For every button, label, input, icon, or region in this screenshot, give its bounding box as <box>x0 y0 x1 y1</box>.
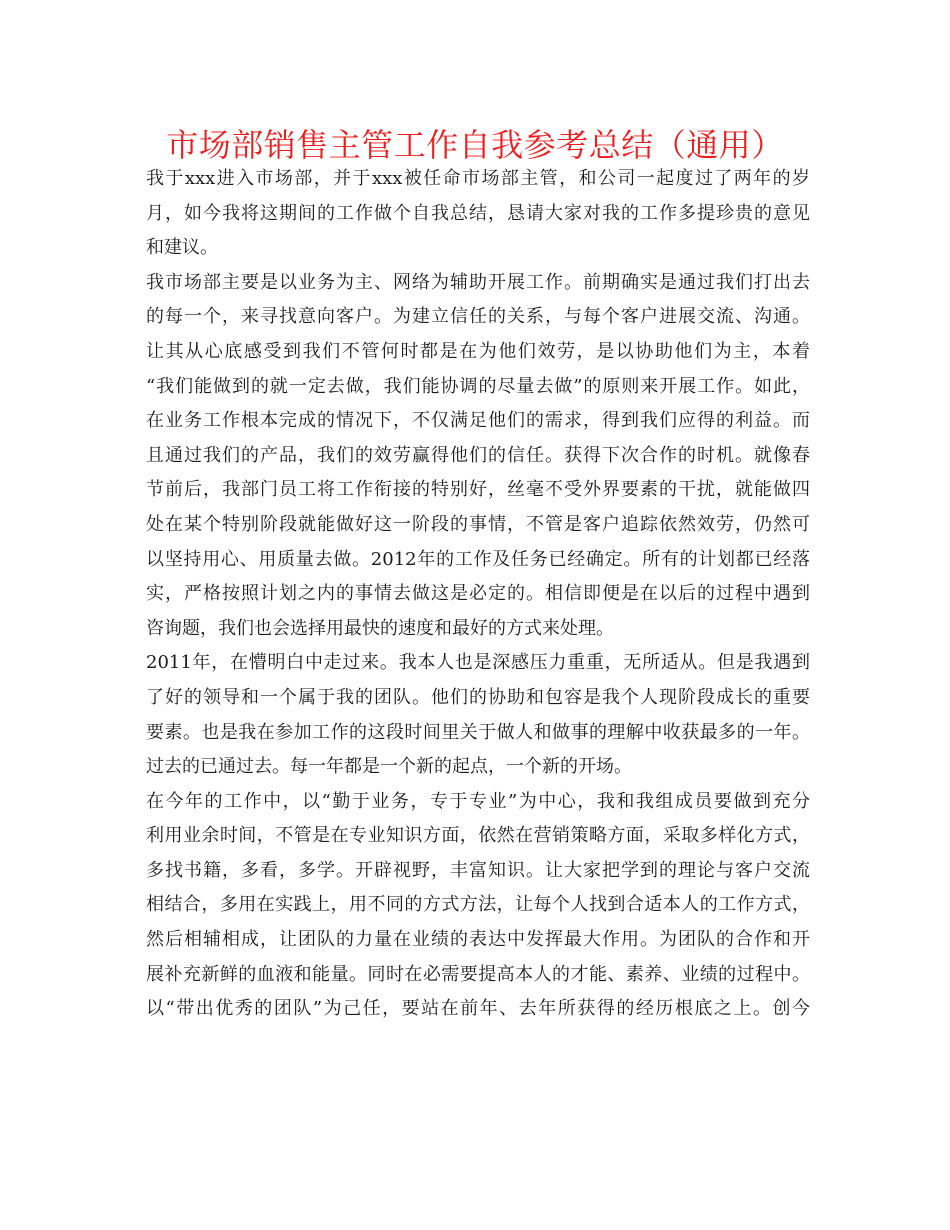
body-text-line: 然后相辅相成，让团队的力量在业绩的表达中发挥最大作用。为团队的合作和开 <box>146 929 810 951</box>
body-text-line: 要素。也是我在参加工作的这段时间里关于做人和做事的理解中收获最多的一年。 <box>146 721 810 743</box>
document-title: 市场部销售主管工作自我参考总结（通用） <box>166 126 784 164</box>
body-text-line: 展补充新鲜的血液和能量。同时在必需要提高本人的才能、素养、业绩的过程中。 <box>146 963 810 985</box>
body-text-line: 月，如今我将这期间的工作做个自我总结，恳请大家对我的工作多提珍贵的意见 <box>146 202 810 224</box>
body-text-line: 处在某个特别阶段就能做好这一阶段的事情，不管是客户追踪依然效劳，仍然可 <box>146 513 810 535</box>
body-text-line: 过去的已通过去。每一年都是一个新的起点，一个新的开场。 <box>146 756 632 778</box>
body-text-line: 以“带出优秀的团队”为己任，要站在前年、去年所获得的经历根底之上。创今 <box>146 998 810 1020</box>
body-text-line: 实，严格按照计划之内的事情去做这是必定的。相信即便是在以后的过程中遇到 <box>146 583 810 605</box>
body-text-line: 利用业余时间，不管是在专业知识方面，依然在营销策略方面，采取多样化方式， <box>146 825 810 847</box>
document-body <box>146 162 810 1027</box>
body-text-line: 的每一个，来寻找意向客户。为建立信任的关系，与每个客户进展交流、沟通。 <box>146 306 810 328</box>
body-text-line: 节前后，我部门员工将工作衔接的特别好，丝毫不受外界要素的干扰，就能做四 <box>146 479 810 501</box>
body-text-line: 了好的领导和一个属于我的团队。他们的协助和包容是我个人现阶段成长的重要 <box>146 686 810 708</box>
body-text-line: 相结合，多用在实践上，用不同的方式方法，让每个人找到合适本人的工作方式， <box>146 894 810 916</box>
body-text-line: 且通过我们的产品，我们的效劳赢得他们的信任。获得下次合作的时机。就像春 <box>146 444 810 466</box>
body-text-line: 在业务工作根本完成的情况下，不仅满足他们的需求，得到我们应得的利益。而 <box>146 410 810 432</box>
body-text-line: 和建议。 <box>146 237 218 259</box>
body-text-line: “我们能做到的就一定去做，我们能协调的尽量去做”的原则来开展工作。如此， <box>146 375 810 397</box>
body-text-line: 在今年的工作中，以“勤于业务，专于专业”为中心，我和我组成员要做到充分 <box>146 790 810 812</box>
body-text-line: 我于xxx进入市场部，并于xxx被任命市场部主管，和公司一起度过了两年的岁 <box>146 168 810 189</box>
body-text-line: 以坚持用心、用质量去做。2012年的工作及任务已经确定。所有的计划都已经落 <box>146 548 810 570</box>
body-text-line: 让其从心底感受到我们不管何时都是在为他们效劳，是以协助他们为主，本着 <box>146 340 810 362</box>
body-text-line: 咨询题，我们也会选择用最快的速度和最好的方式来处理。 <box>146 617 614 639</box>
body-text-line: 多找书籍，多看，多学。开辟视野，丰富知识。让大家把学到的理论与客户交流 <box>146 859 810 881</box>
body-text-line: 我市场部主要是以业务为主、网络为辅助开展工作。前期确实是通过我们打出去 <box>146 271 810 293</box>
body-text-line: 2011年，在懵明白中走过来。我本人也是深感压力重重，无所适从。但是我遇到 <box>146 652 810 674</box>
